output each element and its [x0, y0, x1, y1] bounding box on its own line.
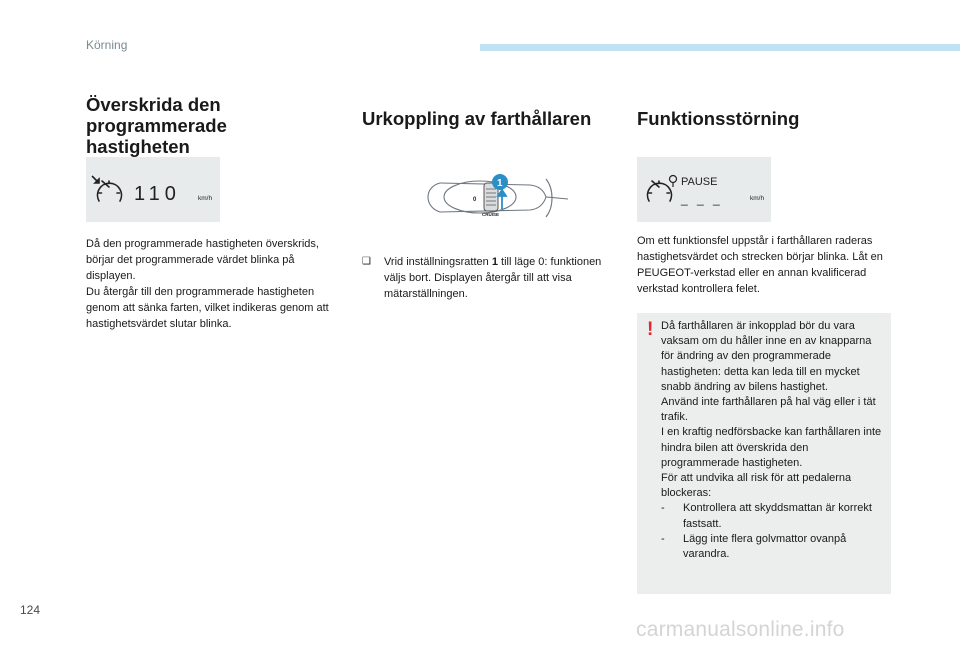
callout-number: 1	[497, 178, 503, 189]
warning-exclamation-icon: !	[647, 319, 654, 340]
pause-display-graphic	[637, 157, 771, 222]
speedometer-icon	[98, 181, 122, 201]
paragraph: Då den programmerade hastigheten överskrids, börjar det programmerade värdet blinka på displayen.	[86, 238, 319, 282]
section-accent-bar	[480, 44, 960, 51]
lamp-icon	[670, 176, 677, 188]
malfunction-text	[637, 233, 893, 297]
column-deactivation	[362, 94, 616, 129]
bullet-text-post: till läge 0: funktionen väljs bort. Displayen återgår till att visa mätarställningen.	[384, 256, 602, 300]
blank-speed-dashes: _ _ _	[681, 192, 723, 206]
heading-exceed-speed	[86, 94, 340, 157]
warning-text	[661, 319, 887, 562]
position-0-label: 0	[473, 197, 477, 203]
lever-graphic	[420, 165, 570, 225]
speed-unit: km/h	[198, 195, 213, 202]
speed-display-panel	[86, 157, 220, 222]
speed-display-graphic	[86, 157, 220, 222]
dash-mark: -	[661, 532, 665, 545]
pause-display-panel	[637, 157, 771, 222]
arrow-up-icon	[498, 190, 506, 209]
heading-line-3: hastigheten	[86, 136, 190, 157]
column-exceed-speed	[86, 94, 340, 157]
exceed-speed-text	[86, 236, 342, 332]
watermark-link[interactable]: carmanualsonline.info	[636, 618, 845, 641]
speed-value: 110	[134, 183, 181, 205]
flash-indicator-icon	[92, 176, 99, 183]
paragraph: Du återgår till den programmerade hastigheten genom att sänka farten, vilket indikeras genom att hastighetsvärdet slutar blinka.	[86, 286, 329, 330]
cruise-lever-illustration	[420, 165, 570, 225]
bullet-item	[362, 254, 616, 302]
warning-paragraph: I en kraftig nedförsbacke kan farthållaren inte hindra bilen att överskrida den programmerade hastigheten.	[661, 426, 882, 469]
page-number: 124	[20, 603, 41, 617]
speedometer-icon	[648, 181, 672, 201]
paragraph: Om ett funktionsfel uppstår i farthållaren raderas hastighetsvärdet och strecken börjar blinka. Låt en PEUGEOT-verkstad eller en annan kvalificerad verkstad kontrollera felet.	[637, 235, 883, 295]
section-label: Körning	[86, 38, 128, 52]
dash-mark: -	[661, 502, 665, 515]
list-item-text: Lägg inte flera golvmattor ovanpå varandra.	[683, 532, 847, 561]
bullet-text-bold: 1	[491, 256, 498, 268]
column-malfunction	[637, 94, 891, 129]
list-item	[661, 532, 887, 562]
heading-line-1: Överskrida den	[86, 94, 221, 115]
speed-unit: km/h	[750, 195, 765, 202]
bullet-text	[384, 254, 616, 302]
checkbox-bullet-icon: ❑	[362, 256, 371, 267]
bullet-text-pre: Vrid inställningsratten	[384, 256, 492, 268]
warning-paragraph: Då farthållaren är inkopplad bör du vara vaksam om du håller inne en av knapparna för ändring av den programmerade hastigheten: detta kan leda till en mycket snabb ändring av bilens hastighet.	[661, 320, 872, 393]
warning-paragraph: Använd inte farthållaren på hal väg eller i tät trafik.	[661, 396, 876, 424]
heading-deactivation: Urkoppling av farthållaren	[362, 108, 592, 129]
heading-malfunction: Funktionsstörning	[637, 108, 800, 129]
heading-line-2: programmerade	[86, 115, 227, 136]
pause-status: PAUSE	[681, 176, 718, 188]
warning-box	[637, 313, 891, 594]
list-item-text: Kontrollera att skyddsmattan är korrekt fastsatt.	[683, 502, 872, 530]
cruise-label: CRUISE	[482, 212, 500, 217]
list-item	[661, 501, 887, 531]
warning-paragraph: För att undvika all risk för att pedalerna blockeras:	[661, 472, 852, 500]
